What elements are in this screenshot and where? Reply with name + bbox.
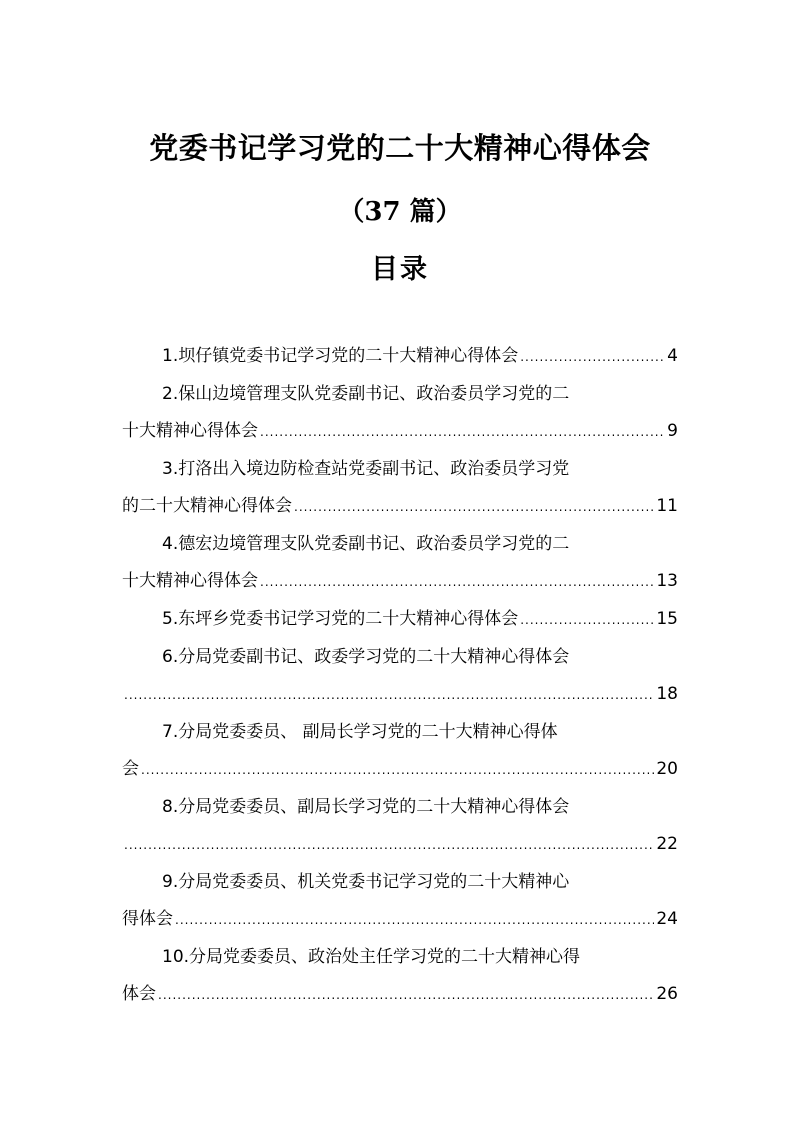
toc-entry-line (122, 751, 678, 789)
toc-entry-text: 3.打洛出入境边防检查站党委副书记、政治委员学习党 (162, 459, 570, 479)
toc-page-number: 24 (656, 909, 678, 929)
toc-entry-text: 十大精神心得体会 (122, 421, 258, 441)
toc-entry-text: 体会 (122, 984, 156, 1004)
toc-entry[interactable] (122, 338, 678, 376)
toc-entry-text: 8.分局党委委员、副局长学习党的二十大精神心得体会 (162, 797, 570, 817)
toc-entry-line (122, 338, 678, 376)
toc-entry-text: 1.坝仔镇党委书记学习党的二十大精神心得体会 (162, 346, 519, 366)
toc-entry-text: 会 (122, 759, 139, 779)
toc-dot-leader (260, 564, 654, 601)
toc-entry[interactable] (122, 864, 678, 939)
toc-entry-text: 7.分局党委委员、 副局长学习党的二十大精神心得体 (162, 722, 558, 742)
toc-dot-leader (124, 827, 654, 864)
document-subtitle: （37 篇） (338, 197, 462, 227)
toc-entry[interactable] (122, 601, 678, 639)
toc-entry-line (122, 639, 678, 676)
document-title: 党委书记学习党的二十大精神心得体会 (149, 131, 651, 165)
toc-entry-line (122, 413, 678, 451)
toc-entry-line (122, 789, 678, 826)
toc-page-number: 15 (656, 609, 678, 629)
toc-page-number: 20 (656, 759, 678, 779)
toc-entry-text: 6.分局党委副书记、政委学习党的二十大精神心得体会 (162, 647, 570, 667)
toc-entry-line (122, 676, 678, 714)
toc-page-number: 13 (656, 571, 678, 591)
toc-entry[interactable] (122, 639, 678, 714)
toc-heading: 目录 (371, 254, 429, 285)
toc-dot-leader (158, 977, 654, 1014)
toc-entry-line (122, 451, 678, 488)
toc-entry-line (122, 376, 678, 413)
toc-entry-text: 10.分局党委委员、政治处主任学习党的二十大精神心得 (162, 947, 581, 967)
toc-entry-line (122, 488, 678, 526)
toc-entry-line (122, 901, 678, 939)
toc-page-number: 11 (656, 496, 678, 516)
toc-page-number: 22 (656, 834, 678, 854)
toc-entry-text: 5.东坪乡党委书记学习党的二十大精神心得体会 (162, 609, 519, 629)
toc-entry-line (122, 939, 678, 976)
toc-entry-text: 9.分局党委委员、机关党委书记学习党的二十大精神心 (162, 872, 570, 892)
toc-dot-leader (124, 677, 654, 714)
toc-entry[interactable] (122, 939, 678, 1014)
toc-entry[interactable] (122, 714, 678, 789)
toc-entry-line (122, 601, 678, 639)
toc-entry[interactable] (122, 526, 678, 601)
toc-entry-text: 2.保山边境管理支队党委副书记、政治委员学习党的二 (162, 384, 570, 404)
toc-dot-leader (294, 489, 654, 526)
toc-entry-text: 的二十大精神心得体会 (122, 496, 292, 516)
toc-page-number: 26 (656, 984, 678, 1004)
toc-dot-leader (141, 752, 654, 789)
toc-entry[interactable] (122, 789, 678, 864)
toc-entry-line (122, 714, 678, 751)
toc-dot-leader (520, 602, 654, 639)
toc-page-number: 4 (667, 346, 678, 366)
toc-entry-text: 得体会 (122, 909, 173, 929)
toc-dot-leader (520, 339, 665, 376)
toc-entry-line (122, 526, 678, 563)
toc-page-number: 9 (667, 421, 678, 441)
toc-dot-leader (260, 414, 665, 451)
toc-entry-text: 十大精神心得体会 (122, 571, 258, 591)
toc-entry[interactable] (122, 376, 678, 451)
toc-entry[interactable] (122, 451, 678, 526)
toc-entry-line (122, 976, 678, 1014)
table-of-contents (122, 338, 678, 1014)
toc-entry-line (122, 563, 678, 601)
toc-entry-line (122, 826, 678, 864)
toc-page-number: 18 (656, 684, 678, 704)
toc-dot-leader (175, 902, 654, 939)
toc-entry-text: 4.德宏边境管理支队党委副书记、政治委员学习党的二 (162, 534, 570, 554)
toc-entry-line (122, 864, 678, 901)
